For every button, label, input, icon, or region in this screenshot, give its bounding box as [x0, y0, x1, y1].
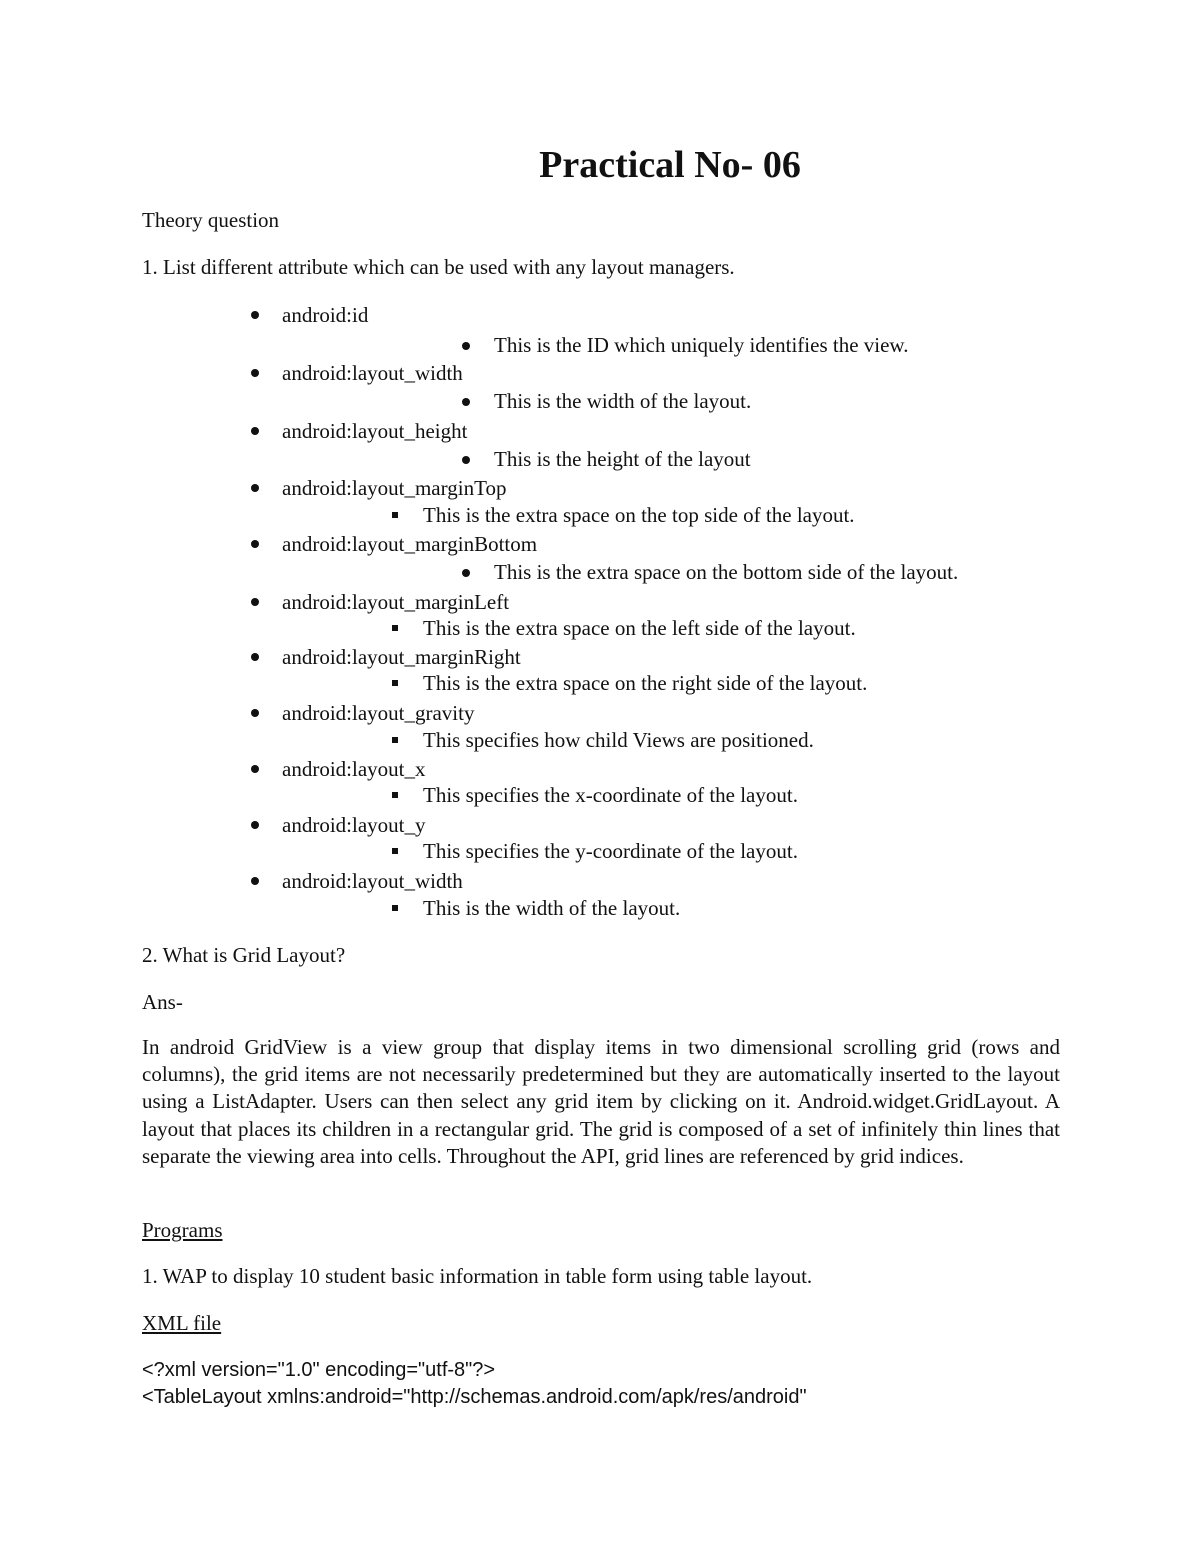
bullet-square-icon	[392, 737, 398, 743]
theory-heading: Theory question	[142, 208, 280, 232]
attribute-name: android:layout_marginRight	[282, 645, 521, 669]
bullet-dot-icon	[251, 484, 259, 492]
bullet-square-icon	[392, 512, 398, 518]
bullet-dot-icon	[251, 369, 259, 377]
attribute-desc: This specifies how child Views are positioned.	[423, 728, 814, 752]
attribute-name: android:layout_marginLeft	[282, 590, 510, 614]
bullet-dot-icon	[462, 569, 470, 577]
attribute-name: android:layout_marginBottom	[282, 532, 538, 556]
attribute-desc: This specifies the x-coordinate of the layout.	[423, 783, 798, 807]
attribute-name: android:layout_marginTop	[282, 476, 507, 500]
attribute-desc: This is the width of the layout.	[423, 896, 681, 920]
xml-line-2: <TableLayout xmlns:android="http://schemas.android.com/apk/res/android"	[142, 1386, 807, 1408]
bullet-dot-icon	[462, 398, 470, 406]
attribute-desc: This is the height of the layout	[494, 447, 751, 471]
bullet-dot-icon	[462, 456, 470, 464]
xml-line-1: <?xml version="1.0" encoding="utf-8"?>	[142, 1359, 496, 1381]
attribute-name: android:layout_y	[282, 813, 426, 837]
attribute-desc: This is the extra space on the top side of the layout.	[423, 503, 855, 527]
bullet-dot-icon	[251, 311, 259, 319]
attribute-desc: This is the width of the layout.	[494, 389, 752, 413]
attribute-name: android:layout_width	[282, 869, 463, 893]
bullet-dot-icon	[251, 653, 259, 661]
attribute-desc: This is the extra space on the bottom side of the layout.	[494, 560, 959, 584]
bullet-dot-icon	[462, 342, 470, 350]
bullet-dot-icon	[251, 821, 259, 829]
bullet-dot-icon	[251, 598, 259, 606]
bullet-square-icon	[392, 680, 398, 686]
bullet-dot-icon	[251, 427, 259, 435]
grid-layout-paragraph	[142, 1034, 1060, 1170]
bullet-square-icon	[392, 848, 398, 854]
bullet-square-icon	[392, 625, 398, 631]
xml-heading: XML file	[142, 1311, 222, 1335]
answer-label: Ans-	[142, 990, 183, 1014]
bullet-square-icon	[392, 792, 398, 798]
bullet-dot-icon	[251, 540, 259, 548]
attribute-desc: This is the extra space on the left side of the layout.	[423, 616, 856, 640]
attribute-name: android:id	[282, 303, 369, 327]
bullet-dot-icon	[251, 709, 259, 717]
attribute-name: android:layout_width	[282, 361, 463, 385]
attribute-name: android:layout_height	[282, 419, 468, 443]
bullet-dot-icon	[251, 765, 259, 773]
bullet-dot-icon	[251, 877, 259, 885]
attribute-name: android:layout_gravity	[282, 701, 475, 725]
question-1: 1. List different attribute which can be used with any layout managers.	[142, 255, 735, 279]
attribute-desc: This is the ID which uniquely identifies the view.	[494, 333, 909, 357]
programs-heading: Programs	[142, 1218, 223, 1242]
attribute-desc: This specifies the y-coordinate of the layout.	[423, 839, 798, 863]
program-1: 1. WAP to display 10 student basic information in table form using table layout.	[142, 1264, 813, 1288]
attribute-desc: This is the extra space on the right side of the layout.	[423, 671, 868, 695]
page-title: Practical No- 06	[539, 144, 801, 186]
question-2: 2. What is Grid Layout?	[142, 943, 346, 967]
bullet-square-icon	[392, 905, 398, 911]
grid-layout-text: In android GridView is a view group that display items in two dimensional scrolling grid (rows and columns), the grid items are not necessarily predetermined but they are automatically inserted to the layout using a ListAdapter. Users can then select any grid item by clicking on it. Android.widget.GridLayout. A layout that places its children in a rectangular grid. The grid is composed of a set of infinitely thin lines that separate the viewing area into cells. Throughout the API, grid lines are referenced by grid indices.	[142, 1035, 1060, 1168]
attribute-name: android:layout_x	[282, 757, 426, 781]
